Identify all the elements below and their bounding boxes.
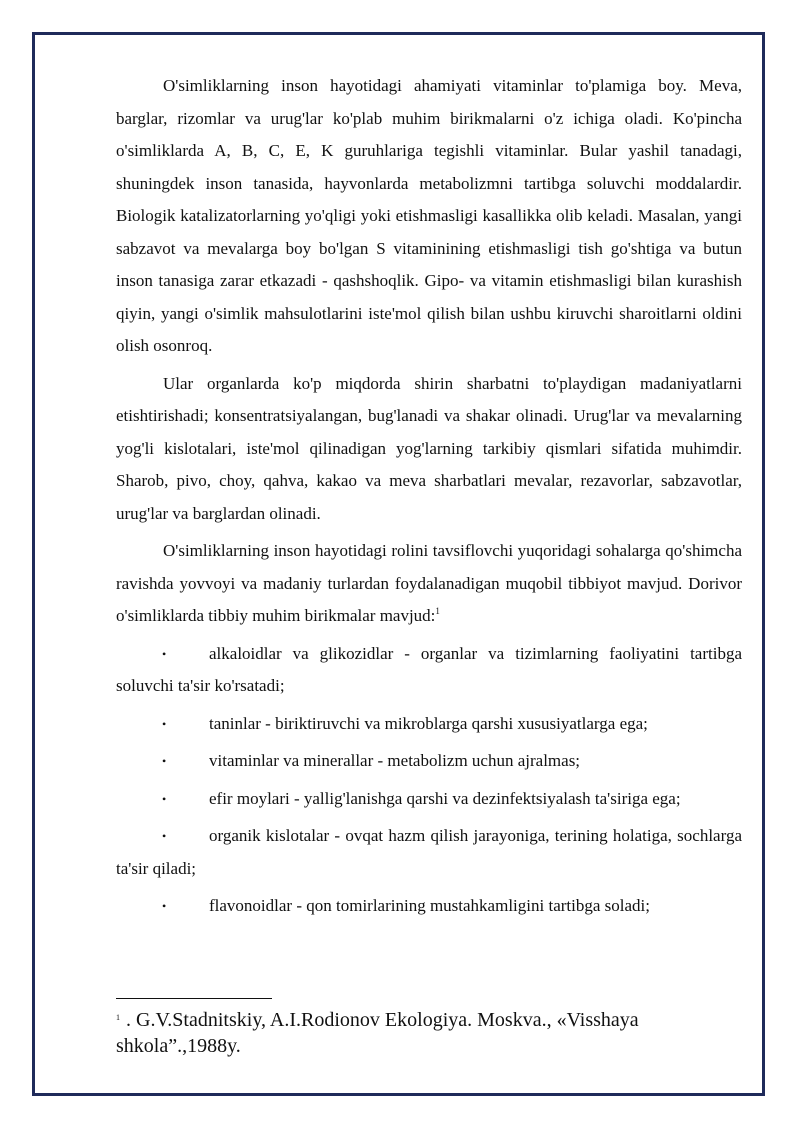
- document-body: [116, 70, 742, 923]
- bullet-icon: •: [162, 754, 167, 768]
- list-item: [116, 783, 742, 816]
- bullet-icon: •: [162, 716, 167, 731]
- bullet-icon: •: [162, 829, 167, 843]
- list-item: [116, 890, 742, 923]
- paragraph-3: [116, 535, 742, 633]
- list-item-text: taninlar - biriktiruvchi va mikroblarga qarshi xususiyatlarga ega;: [209, 713, 648, 733]
- footnote: [116, 1005, 742, 1059]
- list-item: [116, 708, 742, 741]
- bullet-icon: •: [162, 646, 167, 661]
- footnote-text: . G.V.Stadnitskiy, A.I.Rodionov Ekologiya. Moskva., «Visshaya shkola”.,1988y.: [116, 1009, 639, 1057]
- list-item-text: flavonoidlar - qon tomirlarining mustahkamligini tartibga soladi;: [209, 896, 650, 915]
- list-item-text: efir moylari - yallig'lanishga qarshi va dezinfektsiyalash ta'siriga ega;: [209, 788, 681, 808]
- list-item: [116, 820, 742, 885]
- footnote-reference[interactable]: 1: [435, 606, 440, 616]
- paragraph-1: O'simliklarning inson hayotidagi ahamiyati vitaminlar to'plamiga boy. Meva, barglar, rizomlar va urug'lar ko'plab muhim birikmalarni o'z ichiga oladi. Ko'pincha o'simliklarda A, B, C, E, K guruhlariga tegishli vitaminlar. Bular yashil tanadagi, shuningdek inson tanasida, hayvonlarda metabolizmni tartibga soluvchi moddalardir. Biologik katalizatorlarning yo'qligi yoki etishmasligi kasallikka olib keladi. Masalan, yangi sabzavot va mevalarga boy bo'lgan S vitaminining etishmasligi tish go'shtiga va butun inson tanasiga zarar etkazadi - qashshoqlik. Gipo- va vitamin etishmasligi bilan kurashish qiyin, yangi o'simlik mahsulotlarini iste'mol qilish bilan ushbu kiruvchi sharoitlarni oldini olish osonroq.: [116, 76, 742, 355]
- list-item: [116, 745, 742, 778]
- list-item-text: organik kislotalar - ovqat hazm qilish jarayoniga, terining holatiga, sochlarga ta'sir qiladi;: [116, 826, 742, 878]
- bullet-icon: •: [162, 899, 167, 913]
- bullet-list: [116, 638, 742, 923]
- paragraph-3-text: O'simliklarning inson hayotidagi rolini tavsiflovchi yuqoridagi sohalarga qo'shimcha ravishda yovvoyi va madaniy turlardan foydalanadigan muqobil tibbiyot mavjud. Dorivor o'simliklarda tibbiy muhim birikmalar mavjud:: [116, 541, 742, 625]
- list-item: [116, 638, 742, 703]
- list-item-text: alkaloidlar va glikozidlar - organlar va tizimlarning faoliyatini tartibga soluvchi ta'sir ko'rsatadi;: [116, 643, 742, 695]
- bullet-icon: •: [162, 791, 167, 806]
- paragraph-2: Ular organlarda ko'p miqdorda shirin sharbatni to'playdigan madaniyatlarni etishtirishadi; konsentratsiyalangan, bug'lanadi va shakar olinadi. Urug'lar va mevalarning yog'li kislotalari, iste'mol qilinadigan yog'larning tarkibiy qismlari sifatida muhimdir. Sharob, pivo, choy, qahva, kakao va meva sharbatlari mevalar, rezavorlar, sabzavotlar, urug'lar va barglardan olinadi.: [116, 373, 742, 523]
- footnote-separator: [116, 998, 272, 999]
- list-item-text: vitaminlar va minerallar - metabolizm uchun ajralmas;: [209, 751, 581, 770]
- footnote-mark: 1: [116, 1013, 120, 1022]
